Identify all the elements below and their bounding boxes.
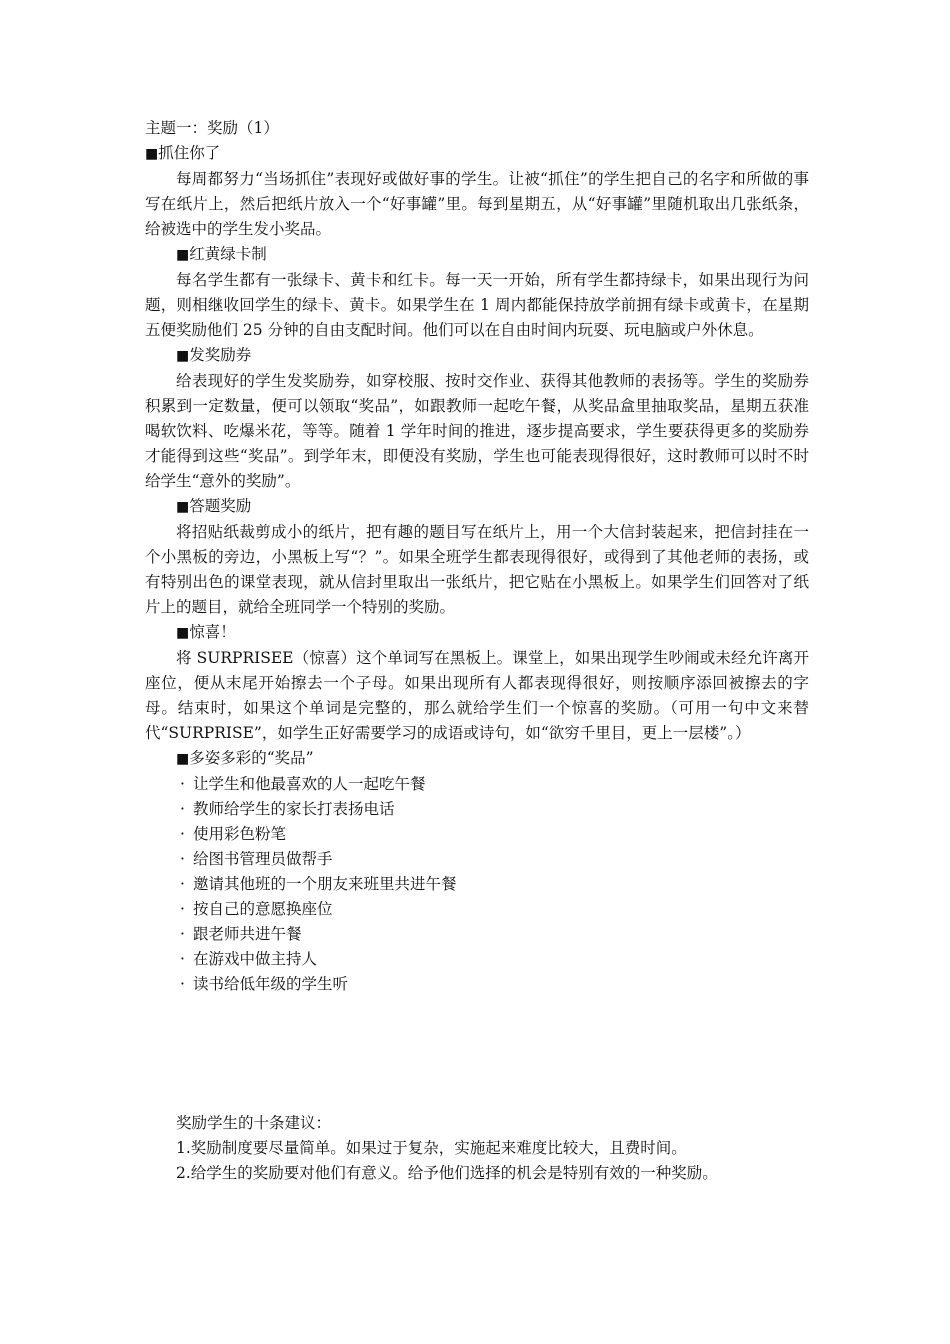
- square-bullet-icon: ■: [176, 751, 190, 767]
- list-item: [145, 772, 809, 797]
- section-heading: [145, 242, 809, 268]
- list-item: [145, 872, 809, 897]
- section-heading: [145, 620, 809, 646]
- list-item-text: 按自己的意愿换座位: [193, 900, 333, 918]
- bullet-dot-icon: ·: [180, 925, 185, 943]
- bullet-dot-icon: ·: [180, 875, 185, 893]
- rewards-heading-text: 多姿多彩的“奖品”: [189, 749, 314, 767]
- bullet-dot-icon: ·: [180, 850, 185, 868]
- section-heading: [145, 343, 809, 369]
- section-heading-text: 发奖励券: [189, 346, 252, 364]
- list-item-text: 给图书管理员做帮手: [193, 850, 333, 868]
- list-item-text: 使用彩色粉笔: [193, 825, 287, 843]
- list-item: [145, 797, 809, 822]
- section-paragraph: 每周都努力“当场抓住”表现好或做好事的学生。让被“抓住”的学生把自己的名字和所做的事写在纸片上，然后把纸片放入一个“好事罐”里。每到星期五，从“好事罐”里随机取出几张纸条，给被选中的学生发小奖品。: [145, 170, 809, 238]
- list-item-text: 跟老师共进午餐: [193, 925, 302, 943]
- square-bullet-icon: ■: [145, 146, 159, 162]
- document-body: [145, 116, 809, 1186]
- bullet-dot-icon: ·: [180, 900, 185, 918]
- bullet-dot-icon: ·: [180, 950, 185, 968]
- section-heading-text: 红黄绿卡制: [189, 245, 267, 263]
- list-item: [145, 922, 809, 947]
- rewards-heading: [145, 746, 809, 772]
- bullet-dot-icon: ·: [180, 975, 185, 993]
- rewards-list: [145, 772, 809, 997]
- list-item-text: 让学生和他最喜欢的人一起吃午餐: [193, 775, 426, 793]
- page-title: 主题一：奖励（1）: [145, 119, 279, 137]
- list-item: [145, 947, 809, 972]
- section-heading: [145, 494, 809, 520]
- advice-title: 奖励学生的十条建议：: [176, 1114, 332, 1132]
- advice-item: 2.给学生的奖励要对他们有意义。给予他们选择的机会是特别有效的一种奖励。: [176, 1164, 718, 1182]
- section-paragraph: 每名学生都有一张绿卡、黄卡和红卡。每一天一开始，所有学生都持绿卡，如果出现行为问题，则相继收回学生的绿卡、黄卡。如果学生在 1 周内都能保持放学前拥有绿卡或黄卡，在星期五便奖励他们 25 分钟的自由支配时间。他们可以在自由时间内玩耍、玩电脑或户外休息。: [145, 271, 809, 339]
- section-heading-text: 惊喜！: [189, 623, 236, 641]
- square-bullet-icon: ■: [176, 348, 190, 364]
- list-item-text: 邀请其他班的一个朋友来班里共进午餐: [193, 875, 457, 893]
- section-heading-text: 答题奖励: [189, 497, 252, 515]
- bullet-dot-icon: ·: [180, 775, 185, 793]
- list-item: [145, 972, 809, 997]
- list-item-text: 教师给学生的家长打表扬电话: [193, 800, 395, 818]
- section-paragraph: 将招贴纸裁剪成小的纸片，把有趣的题目写在纸片上，用一个大信封装起来，把信封挂在一个小黑板的旁边，小黑板上写“？”。如果全班学生都表现得很好，或得到了其他老师的表扬，或有特别出色的课堂表现，就从信封里取出一张纸片，把它贴在小黑板上。如果学生们回答对了纸片上的题目，就给全班同学一个特别的奖励。: [145, 523, 809, 616]
- section-paragraph: 将 SURPRISEE（惊喜）这个单词写在黑板上。课堂上，如果出现学生吵闹或未经允许离开座位，便从末尾开始擦去一个子母。如果出现所有人都表现得很好，则按顺序添回被擦去的字母。结束时，如果这个单词是完整的，那么就给学生们一个惊喜的奖励。（可用一句中文来替代“SURPRISE”，如学生正好需要学习的成语或诗句，如“欲穷千里目，更上一层楼”。）: [145, 649, 809, 742]
- list-item: [145, 897, 809, 922]
- advice-item: 1.奖励制度要尽量简单。如果过于复杂，实施起来难度比较大，且费时间。: [176, 1139, 687, 1157]
- list-item: [145, 847, 809, 872]
- section-paragraph: 给表现好的学生发奖励券，如穿校服、按时交作业、获得其他教师的表扬等。学生的奖励券积累到一定数量，便可以领取“奖品”，如跟教师一起吃午餐，从奖品盒里抽取奖品，星期五获准喝软饮料、吃爆米花，等等。随着 1 学年时间的推进，逐步提高要求，学生要获得更多的奖励券才能得到这些“奖品”。到学年末，即便没有奖励，学生也可能表现得很好，这时教师可以时不时给学生“意外的奖励”。: [145, 372, 809, 490]
- square-bullet-icon: ■: [176, 247, 190, 263]
- square-bullet-icon: ■: [176, 499, 190, 515]
- list-item: [145, 822, 809, 847]
- section-heading: [145, 141, 809, 167]
- list-item-text: 在游戏中做主持人: [193, 950, 318, 968]
- square-bullet-icon: ■: [176, 625, 190, 641]
- bullet-dot-icon: ·: [180, 825, 185, 843]
- blank-gap: [145, 997, 809, 1111]
- bullet-dot-icon: ·: [180, 800, 185, 818]
- list-item-text: 读书给低年级的学生听: [193, 975, 349, 993]
- section-heading-text: 抓住你了: [158, 144, 221, 162]
